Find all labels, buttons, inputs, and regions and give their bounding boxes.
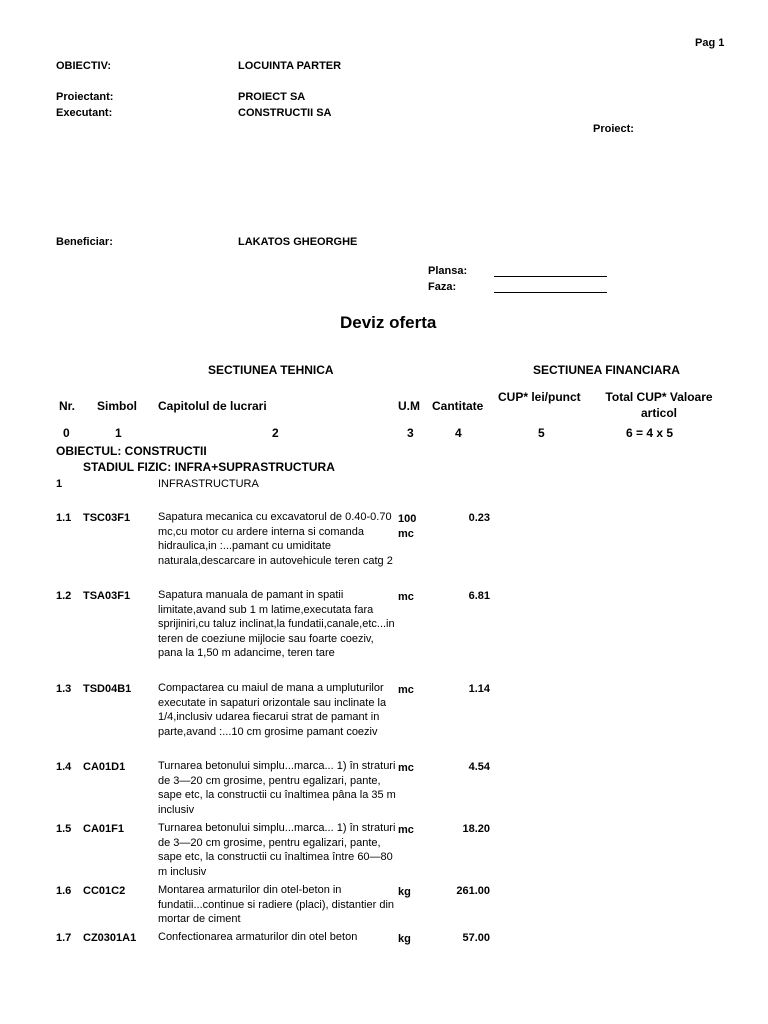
object-line: OBIECTUL: CONSTRUCTII bbox=[56, 444, 207, 458]
beneficiar-value: LAKATOS GHEORGHE bbox=[238, 236, 358, 248]
row-simbol: CA01D1 bbox=[83, 761, 126, 773]
row-description: Montarea armaturilor din otel-beton in fundatii...continue si radiere (placi), distantier din mortar de ciment bbox=[158, 884, 395, 925]
row-simbol: CC01C2 bbox=[83, 885, 126, 897]
executant-value: CONSTRUCTII SA bbox=[238, 107, 332, 119]
row-description: Sapatura manuala de pamant in spatii limitate,avand sub 1 m latime,executata fara sprijiniri,cu taluz inclinat,la fundatii,canale,etc...in teren de coeziune mijlocie sau foarte coeziv, pana la 1,50 m adancime, teren tare bbox=[158, 589, 395, 659]
row-description: Compactarea cu maiul de mana a umpluturilor executate in sapaturi orizontale sau inclinate la 1/4,inclusiv udarea fiecarui strat de pamant in parte,avand :...10 cm grosime pamant coeziv bbox=[158, 682, 387, 738]
chapter-name: INFRASTRUCTURA bbox=[158, 478, 259, 490]
col-number-6: 6 = 4 x 5 bbox=[626, 426, 674, 440]
plansa-line bbox=[494, 276, 607, 277]
row-quantity: 0.23 bbox=[468, 512, 490, 524]
col-number-3: 3 bbox=[407, 426, 414, 440]
row-nr: 1.3 bbox=[56, 683, 72, 695]
row-nr: 1.5 bbox=[56, 823, 72, 835]
row-um: kg bbox=[398, 886, 411, 898]
row-nr: 1.4 bbox=[56, 761, 72, 773]
row-simbol: TSD04B1 bbox=[83, 683, 132, 695]
row-nr: 1.7 bbox=[56, 932, 72, 944]
row-simbol: TSC03F1 bbox=[83, 512, 131, 524]
proiect-label: Proiect: bbox=[593, 123, 634, 135]
row-um: mc bbox=[398, 824, 414, 836]
document-title: Deviz oferta bbox=[340, 313, 437, 332]
stage-line: STADIUL FIZIC: INFRA+SUPRASTRUCTURA bbox=[83, 460, 335, 474]
faza-line bbox=[494, 292, 607, 293]
plansa-label: Plansa: bbox=[428, 265, 468, 277]
row-description: Turnarea betonului simplu...marca... 1) în straturi de 3—20 cm grosime, pentru egalizari, pante, sape etc, la constructii cu înaltimea pâna la 35 m inclusiv bbox=[158, 760, 396, 816]
row-nr: 1.2 bbox=[56, 590, 72, 602]
row-description: Confectionarea armaturilor din otel beton bbox=[158, 931, 358, 943]
col-nr-header: Nr. bbox=[59, 399, 76, 413]
section-tehnica: SECTIUNEA TEHNICA bbox=[208, 363, 334, 377]
row-quantity: 261.00 bbox=[456, 885, 490, 897]
row-um: 100 mc bbox=[398, 513, 417, 540]
col-total-header-line1: Total CUP* Valoare bbox=[605, 390, 713, 404]
section-financiara: SECTIUNEA FINANCIARA bbox=[533, 363, 680, 377]
objectiv-label: OBIECTIV: bbox=[56, 60, 112, 72]
row-quantity: 18.20 bbox=[462, 823, 490, 835]
row-simbol: CZ0301A1 bbox=[83, 932, 137, 944]
executant-label: Executant: bbox=[56, 107, 113, 119]
row-quantity: 4.54 bbox=[468, 761, 490, 773]
col-number-1: 1 bbox=[115, 426, 122, 440]
beneficiar-label: Beneficiar: bbox=[56, 236, 113, 248]
col-simbol-header: Simbol bbox=[97, 399, 138, 413]
faza-label: Faza: bbox=[428, 281, 457, 293]
col-total-header-line2: articol bbox=[640, 406, 677, 420]
col-number-4: 4 bbox=[455, 426, 462, 440]
row-um: mc bbox=[398, 591, 414, 603]
col-um-header: U.M bbox=[398, 399, 420, 413]
row-quantity: 1.14 bbox=[468, 683, 490, 695]
col-capitol-header: Capitolul de lucrari bbox=[158, 399, 267, 413]
col-number-2: 2 bbox=[272, 426, 279, 440]
proiectant-value: PROIECT SA bbox=[238, 91, 306, 103]
page-number: Pag 1 bbox=[695, 37, 725, 49]
proiectant-label: Proiectant: bbox=[56, 91, 114, 103]
objectiv-value: LOCUINTA PARTER bbox=[238, 60, 342, 72]
row-simbol: TSA03F1 bbox=[83, 590, 131, 602]
row-um: kg bbox=[398, 933, 411, 945]
col-number-5: 5 bbox=[538, 426, 545, 440]
chapter-nr: 1 bbox=[56, 478, 63, 490]
row-nr: 1.1 bbox=[56, 512, 72, 524]
row-simbol: CA01F1 bbox=[83, 823, 124, 835]
col-number-0: 0 bbox=[63, 426, 70, 440]
row-um: mc bbox=[398, 762, 414, 774]
col-cantitate-header: Cantitate bbox=[432, 399, 484, 413]
row-quantity: 6.81 bbox=[468, 590, 490, 602]
row-um: mc bbox=[398, 684, 414, 696]
row-description: Turnarea betonului simplu...marca... 1) în straturi de 3—20 cm grosime, pentru egalizari, pante, sape etc, la constructii cu înaltimea între 60—80 m inclusiv bbox=[158, 822, 396, 878]
row-nr: 1.6 bbox=[56, 885, 72, 897]
row-description: Sapatura mecanica cu excavatorul de 0.40-0.70 mc,cu motor cu ardere interna si comanda hidraulica,in :...pamant cu umiditate naturala,descarcare in autovehicule teren catg 2 bbox=[158, 511, 393, 567]
col-cup-header: CUP* lei/punct bbox=[498, 390, 581, 404]
row-quantity: 57.00 bbox=[462, 932, 490, 944]
